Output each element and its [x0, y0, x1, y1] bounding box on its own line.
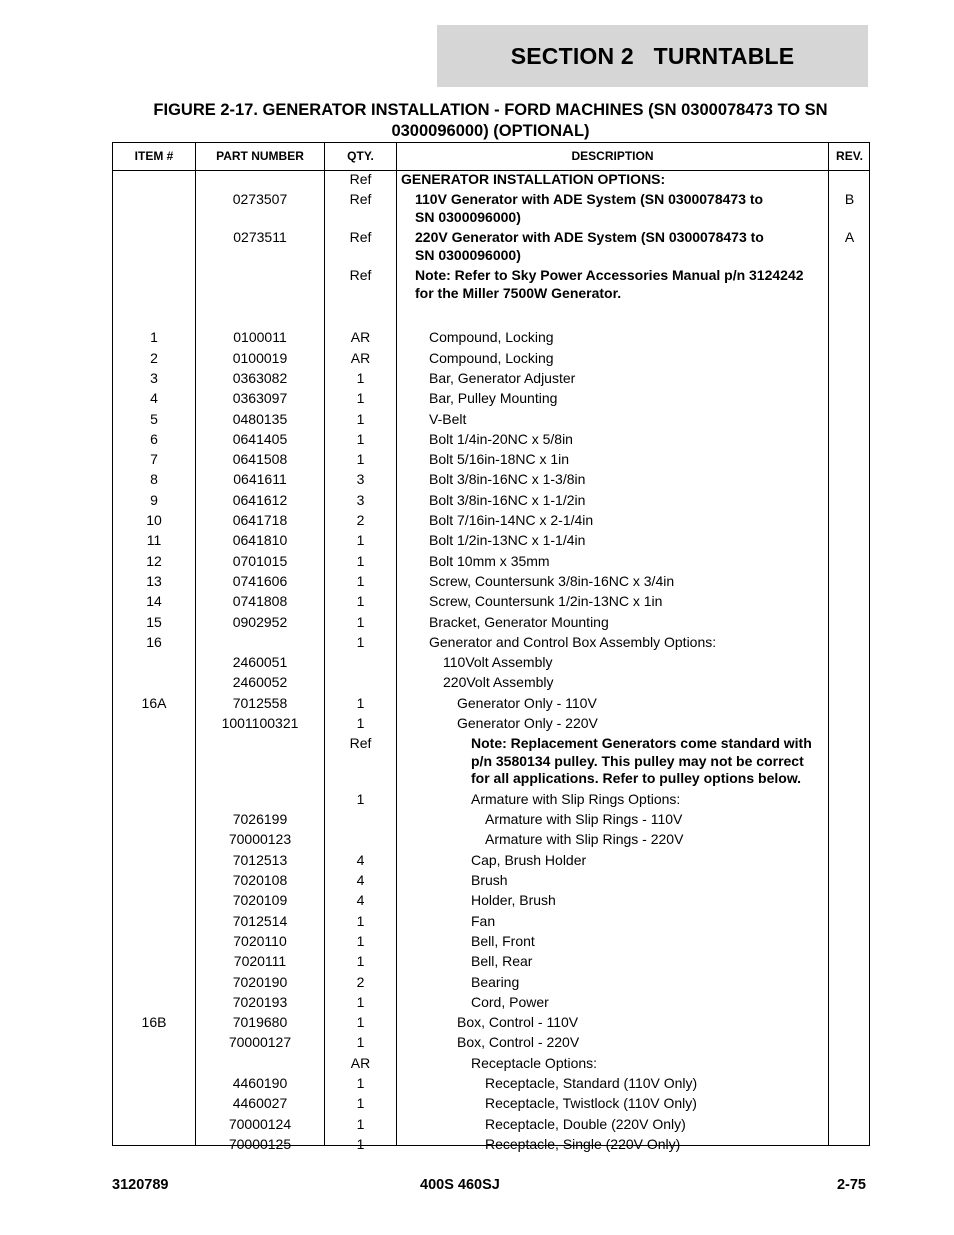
- footer-page-number: 2-75: [836, 1177, 866, 1193]
- header-rev: REV.: [836, 149, 863, 163]
- quantity: Ref: [349, 267, 372, 284]
- part-number: 0641612: [232, 491, 288, 508]
- item-number: 16: [146, 633, 162, 650]
- description: Receptacle, Twistlock (110V Only): [485, 1095, 697, 1112]
- description: Bolt 3/8in-16NC x 1-1/2in: [429, 491, 586, 508]
- description: GENERATOR INSTALLATION OPTIONS:: [401, 171, 666, 187]
- description: Box, Control - 220V: [457, 1034, 580, 1051]
- description: Armature with Slip Rings Options:: [471, 790, 681, 807]
- item-number: 16B: [141, 1014, 167, 1031]
- part-number: 0902952: [232, 613, 288, 630]
- description: Receptacle, Double (220V Only): [485, 1115, 686, 1132]
- quantity: 1: [356, 613, 365, 630]
- description: Bolt 1/4in-20NC x 5/8in: [429, 430, 573, 447]
- item-number: 15: [146, 613, 162, 630]
- description: Note: Refer to Sky Power Accessories Manual p/n 3124242 for the Miller 7500W Generator.: [415, 267, 804, 301]
- part-number: 0100019: [232, 349, 288, 366]
- part-number: 0641718: [232, 512, 288, 528]
- item-number: 2: [150, 349, 158, 366]
- description: 110Volt Assembly: [443, 654, 553, 671]
- table-body: [113, 170, 869, 1152]
- quantity: 4: [356, 872, 365, 888]
- part-number: 0641611: [233, 471, 287, 488]
- description: Holder, Brush: [471, 892, 556, 909]
- description: Receptacle, Standard (110V Only): [485, 1075, 698, 1091]
- item-number: 3: [150, 369, 158, 386]
- quantity: 2: [356, 512, 365, 528]
- description: Compound, Locking: [429, 329, 554, 346]
- quantity: 3: [356, 471, 365, 488]
- description: Cord, Power: [471, 993, 549, 1010]
- part-number: 70000127: [228, 1034, 292, 1051]
- part-number: 0641508: [232, 451, 288, 468]
- description: Brush: [471, 872, 508, 888]
- part-number: 70000124: [228, 1115, 292, 1132]
- quantity: 1: [356, 932, 365, 949]
- part-number: 7020108: [232, 872, 288, 888]
- description: Receptacle Options:: [471, 1054, 598, 1071]
- part-number: 70000125: [228, 1135, 292, 1152]
- quantity: AR: [350, 329, 371, 346]
- quantity: 1: [356, 633, 365, 650]
- item-number: 13: [146, 572, 162, 589]
- quantity: Ref: [349, 229, 372, 246]
- revision: B: [844, 191, 855, 208]
- quantity: 1: [356, 1135, 365, 1152]
- quantity: Ref: [349, 735, 372, 752]
- quantity: 1: [356, 1014, 365, 1031]
- item-number: 12: [146, 552, 162, 569]
- quantity: Ref: [349, 191, 372, 208]
- part-number: 0701015: [232, 552, 288, 569]
- description: Armature with Slip Rings - 220V: [485, 831, 684, 848]
- item-number: 14: [146, 593, 162, 610]
- item-number: 7: [150, 451, 158, 468]
- part-number: 0363082: [232, 369, 288, 386]
- quantity: 1: [356, 912, 365, 929]
- part-number: 4460190: [232, 1075, 288, 1091]
- description: V-Belt: [429, 410, 467, 427]
- part-number: 7012558: [232, 694, 288, 711]
- part-number: 0100011: [233, 329, 287, 346]
- description: 220V Generator with ADE System (SN 0300078473 to SN 0300096000): [415, 229, 764, 263]
- revision: A: [844, 229, 855, 246]
- item-number: 4: [150, 390, 158, 407]
- description: Bell, Rear: [471, 953, 533, 970]
- part-number: 7012513: [232, 851, 288, 868]
- description: Generator Only - 110V: [457, 694, 597, 711]
- part-number: 7020111: [233, 953, 287, 970]
- part-number: 0641405: [232, 430, 288, 447]
- description: Receptacle, Single (220V Only): [485, 1135, 681, 1152]
- quantity: 1: [356, 552, 365, 569]
- part-number: 7019680: [232, 1014, 288, 1031]
- item-number: 16A: [141, 694, 167, 711]
- part-number: 0273507: [232, 191, 288, 208]
- description: 220Volt Assembly: [443, 674, 554, 691]
- description: Compound, Locking: [429, 349, 554, 366]
- description: Bolt 1/2in-13NC x 1-1/4in: [429, 532, 586, 549]
- description: Generator and Control Box Assembly Options:: [429, 633, 717, 650]
- header-part-number: PART NUMBER: [216, 149, 304, 163]
- quantity: 3: [356, 491, 365, 508]
- header-item: ITEM #: [134, 149, 174, 163]
- description: Screw, Countersunk 3/8in-16NC x 3/4in: [429, 572, 675, 589]
- quantity: 1: [356, 390, 365, 407]
- description: Bolt 5/16in-18NC x 1in: [429, 451, 570, 468]
- quantity: 1: [356, 790, 365, 807]
- parts-table: [112, 142, 870, 1152]
- quantity: AR: [350, 349, 371, 366]
- figure-title: FIGURE 2-17. GENERATOR INSTALLATION - FORD MACHINES (SN 0300078473 TO SN 0300096000) (OPTIONAL): [153, 101, 828, 140]
- quantity: 1: [356, 593, 365, 610]
- header-qty: QTY.: [347, 149, 374, 163]
- part-number: 0641810: [232, 532, 288, 549]
- description: Cap, Brush Holder: [471, 851, 587, 868]
- part-number: 7012514: [232, 912, 288, 929]
- quantity: 2: [356, 973, 365, 990]
- item-number: 1: [150, 329, 158, 346]
- quantity: 1: [356, 532, 365, 549]
- quantity: 1: [356, 410, 365, 427]
- quantity: 1: [356, 694, 365, 711]
- quantity: 1: [356, 953, 365, 970]
- description: Bolt 3/8in-16NC x 1-3/8in: [429, 471, 586, 488]
- description: Screw, Countersunk 1/2in-13NC x 1in: [429, 593, 663, 610]
- quantity: 1: [356, 451, 365, 468]
- part-number: 2460052: [232, 674, 288, 691]
- description: Bolt 7/16in-14NC x 2-1/4in: [429, 512, 594, 528]
- part-number: 0273511: [233, 229, 287, 246]
- part-number: 7026199: [232, 811, 288, 828]
- part-number: 0741808: [232, 593, 288, 610]
- description: Armature with Slip Rings - 110V: [485, 811, 683, 828]
- description: Bar, Generator Adjuster: [429, 369, 576, 386]
- quantity: 1: [356, 1034, 365, 1051]
- description: Bolt 10mm x 35mm: [429, 552, 550, 569]
- quantity: 1: [356, 993, 365, 1010]
- description: Note: Replacement Generators come standard with p/n 3580134 pulley. This pulley may not be correct for all applications. Refer to pulley options below.: [471, 735, 812, 787]
- part-number: 70000123: [228, 831, 292, 848]
- quantity: 4: [356, 892, 365, 909]
- part-number: 7020109: [232, 892, 288, 909]
- footer-doc-number: 3120789: [112, 1177, 169, 1193]
- description: Bearing: [471, 973, 520, 990]
- quantity: 1: [356, 1075, 365, 1091]
- quantity: 1: [356, 715, 365, 731]
- part-number: 2460051: [232, 654, 288, 671]
- quantity: AR: [350, 1054, 371, 1071]
- item-number: 6: [150, 430, 158, 447]
- description: Bell, Front: [471, 932, 535, 949]
- quantity: 1: [356, 1095, 365, 1112]
- description: Box, Control - 110V: [457, 1014, 579, 1031]
- footer-model: 400S 460SJ: [420, 1177, 500, 1193]
- item-number: 8: [150, 471, 158, 488]
- section-header-text: SECTION 2 TURNTABLE: [510, 42, 795, 69]
- quantity: 1: [356, 1115, 365, 1132]
- part-number: 7020110: [233, 932, 287, 949]
- description: Bracket, Generator Mounting: [429, 613, 609, 630]
- item-number: 5: [150, 410, 158, 427]
- part-number: 4460027: [232, 1095, 288, 1112]
- part-number: 0480135: [232, 410, 288, 427]
- part-number: 0363097: [232, 390, 288, 407]
- header-description: DESCRIPTION: [571, 149, 654, 163]
- part-number: 7020190: [232, 973, 288, 990]
- description: Bar, Pulley Mounting: [429, 390, 558, 407]
- item-number: 11: [146, 532, 162, 549]
- item-number: 10: [146, 512, 162, 528]
- quantity: 1: [356, 572, 365, 589]
- part-number: 0741606: [232, 572, 288, 589]
- description: Generator Only - 220V: [457, 715, 598, 731]
- quantity: 4: [356, 851, 365, 868]
- part-number: 1001100321: [221, 715, 299, 731]
- quantity: Ref: [349, 171, 372, 187]
- description: 110V Generator with ADE System (SN 0300078473 to SN 0300096000): [415, 191, 764, 225]
- section-header: [437, 25, 868, 87]
- quantity: 1: [356, 430, 365, 447]
- description: Fan: [471, 912, 496, 929]
- quantity: 1: [356, 369, 365, 386]
- item-number: 9: [150, 491, 158, 508]
- part-number: 7020193: [232, 993, 288, 1010]
